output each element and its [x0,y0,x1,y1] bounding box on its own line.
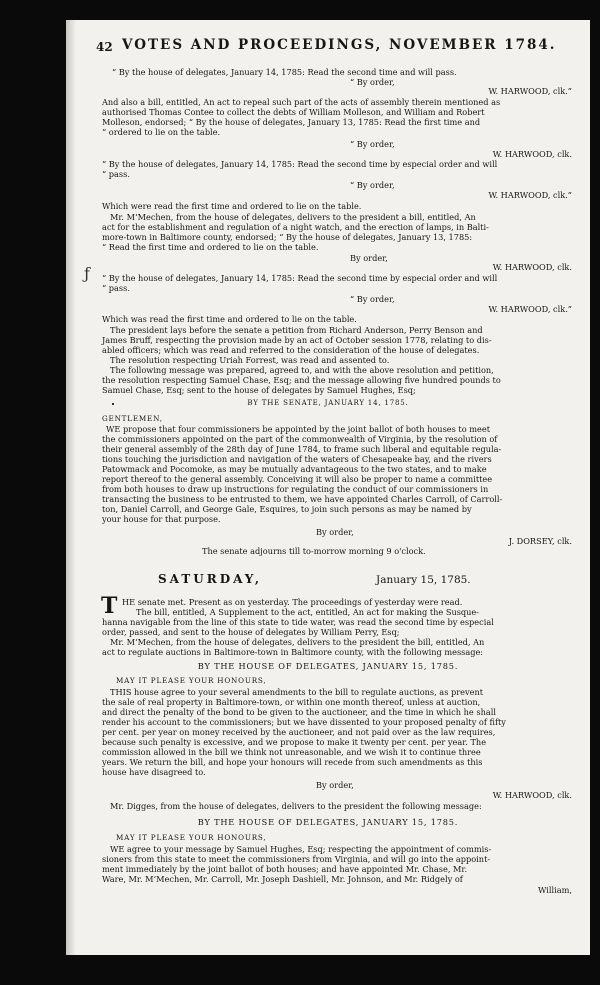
text-line: “ pass. [102,169,130,179]
text-line: “ By the house of delegates, January 14, 1785: Read the second time by especial order and will [102,273,498,283]
salutation: GENTLEMEN, [102,414,163,423]
text-line: Ware, Mr. M‘Mechen, Mr. Carroll, Mr. Joseph Dashiell, Mr. Johnson, and Mr. Ridgely of [102,874,463,884]
handwritten-mark: ƒ [84,264,90,283]
text-line: WE agree to your message by Samuel Hughes, Esq; respecting the appointment of commis- [110,844,492,854]
text-line: tions touching the jurisdiction and navigation of the waters of Chesapeake bay, and the rivers [102,454,492,464]
catchword: William, [538,885,572,895]
text-line: commission allowed in the bill we think not unreasonable, and we wish it to continue three [102,747,481,757]
text-line: and direct the penalty of the bond to be given to the auctioneer, and the time in which he shall [102,707,496,717]
text-line: the resolution respecting Samuel Chase, Esq; and the message allowing five hundred pounds to [102,375,501,385]
salutation: MAY IT PLEASE YOUR HONOURS, [116,676,267,685]
text-line: James Bruff, respecting the provision made by an act of October session 1778, relating to dis- [102,335,492,345]
text-line: Which were read the first time and ordered to lie on the table. [102,201,362,211]
text-line: your house for that purpose. [102,514,221,524]
text-line: THIS house agree to your several amendments to the bill to regulate auctions, as prevent [110,687,484,697]
text-line: report thereof to the general assembly. Conceiving it will also be proper to name a committee [102,474,493,484]
text-line: Mr. Digges, from the house of delegates, delivers to the president the following message: [110,801,482,811]
date-heading: January 15, 1785. [376,574,471,586]
text-line: render his account to the commissioners; but we have dissented to your proposed penalty of fifty [102,717,506,727]
text-line: more-town in Baltimore county, endorsed; “ By the house of delegates, January 13, 1785: [102,232,473,242]
text-line: the sale of real property in Baltimore-town, or within one month thereof, unless at auction, [102,697,481,707]
signature-line: W. HARWOOD, clk.” [488,86,572,96]
text-line: “ By order, [350,77,395,87]
text-line: The resolution respecting Uriah Forrest, was read and assented to. [110,355,390,365]
text-line: abled officers; which was read and referred to the consideration of the house of delegates. [102,345,480,355]
text-line: authorised Thomas Contee to collect the debts of William Molleson, and William and Robert [102,107,485,117]
text-line: “ ordered to lie on the table. [102,127,221,137]
text-line: “ By order, [350,294,395,304]
text-line: “ Read the first time and ordered to lie on the table. [102,242,319,252]
text-line: ment immediately by the joint ballot of both houses; and have appointed Mr. Chase, Mr. [102,864,468,874]
page-number: 42 [96,40,113,54]
text-line: hanna navigable from the line of this state to tide water, was read the second time by especial [102,617,494,627]
section-heading: BY THE HOUSE OF DELEGATES, JANUARY 15, 1785. [197,661,459,671]
text-line: “ By order, [350,139,395,149]
drop-cap: T [101,593,118,619]
section-heading: BY THE SENATE, JANUARY 14, 1785. [247,398,409,407]
text-line: sioners from this state to meet the commissioners from Virginia, and will go into the appoint- [102,854,491,864]
text-line: Patowmack and Pocomoke, as may be mutually advantageous to the two states, and to make [102,464,487,474]
text-line: Which was read the first time and ordered to lie on the table. [102,314,357,324]
text-line: ton, Daniel Carroll, and George Gale, Esquires, to join such persons as may be named by [102,504,472,514]
text-line: transacting the business to be entrusted to them, we have appointed Charles Carroll, of Carroll- [102,494,503,504]
section-heading: BY THE HOUSE OF DELEGATES, JANUARY 15, 1785. [197,817,459,827]
text-line: The senate adjourns till to-morrow morning 9 o'clock. [202,546,426,556]
signature-line: W. HARWOOD, clk. [492,262,572,272]
text-line: “ By the house of delegates, January 14, 1785: Read the second time and will pass. [112,67,457,77]
text-line: because such penalty is excessive, and we propose to make it twenty per cent. per year. The [102,737,487,747]
text-line: HE senate met. Present as on yesterday. The proceedings of yesterday were read. [122,597,463,607]
signature-line: W. HARWOOD, clk. [492,790,572,800]
text-line: The president lays before the senate a petition from Richard Anderson, Perry Benson and [110,325,483,335]
text-line: Mr. M‘Mechen, from the house of delegates, delivers to the president the bill, entitled, An [110,637,485,647]
text-line: By order, [316,527,354,537]
text-line: act for the establishment and regulation of a night watch, and the erection of lamps, in Balti- [102,222,489,232]
text-line: the commissioners appointed on the part of the commonwealth of Virginia, by the resolution of [102,434,498,444]
day-heading: SATURDAY, [158,572,263,586]
signature-line: J. DORSEY, clk. [508,536,572,546]
text-line: WE propose that four commissioners be appointed by the joint ballot of both houses to meet [106,424,490,434]
text-line: order, passed, and sent to the house of delegates by William Perry, Esq; [102,627,400,637]
text-line: The bill, entitled, A Supplement to the act, entitled, An act for making the Susque- [136,607,480,617]
text-line: “ By order, [350,180,395,190]
signature-line: W. HARWOOD, clk.” [488,304,572,314]
text-line: Mr. M‘Mechen, from the house of delegates, delivers to the president a bill, entitled, An [110,212,476,222]
text-line: And also a bill, entitled, An act to repeal such part of the acts of assembly therein mentioned as [102,97,501,107]
text-line: act to regulate auctions in Baltimore-town in Baltimore county, with the following message: [102,647,484,657]
text-line: their general assembly of the 28th day of June 1784, to frame such liberal and equitable regula- [102,444,502,454]
salutation: MAY IT PLEASE YOUR HONOURS, [116,833,267,842]
signature-line: W. HARWOOD, clk.” [488,190,572,200]
text-line: years. We return the bill, and hope your honours will recede from such amendments as this [102,757,483,767]
text-line: By order, [350,253,388,263]
running-title: VOTES AND PROCEEDINGS, NOVEMBER 1784. [122,37,557,53]
text-line: “ pass. [102,283,130,293]
signature-line: W. HARWOOD, clk. [492,149,572,159]
text-line: per cent. per year on money received by the auctioneer, and not paid over as the law requires, [102,727,496,737]
text-line: Samuel Chase, Esq; sent to the house of delegates by Samuel Hughes, Esq; [102,385,416,395]
document-page [66,20,590,955]
text-line: house have disagreed to. [102,767,206,777]
text-line: “ By the house of delegates, January 14, 1785: Read the second time by especial order and will [102,159,498,169]
text-line: By order, [316,780,354,790]
text-line: The following message was prepared, agreed to, and with the above resolution and petition, [110,365,494,375]
text-line: from both houses to draw up instructions for regulating the conduct of our commissioners in [102,484,489,494]
text-line: Molleson, endorsed; “ By the house of delegates, January 13, 1785: Read the first time and [102,117,481,127]
